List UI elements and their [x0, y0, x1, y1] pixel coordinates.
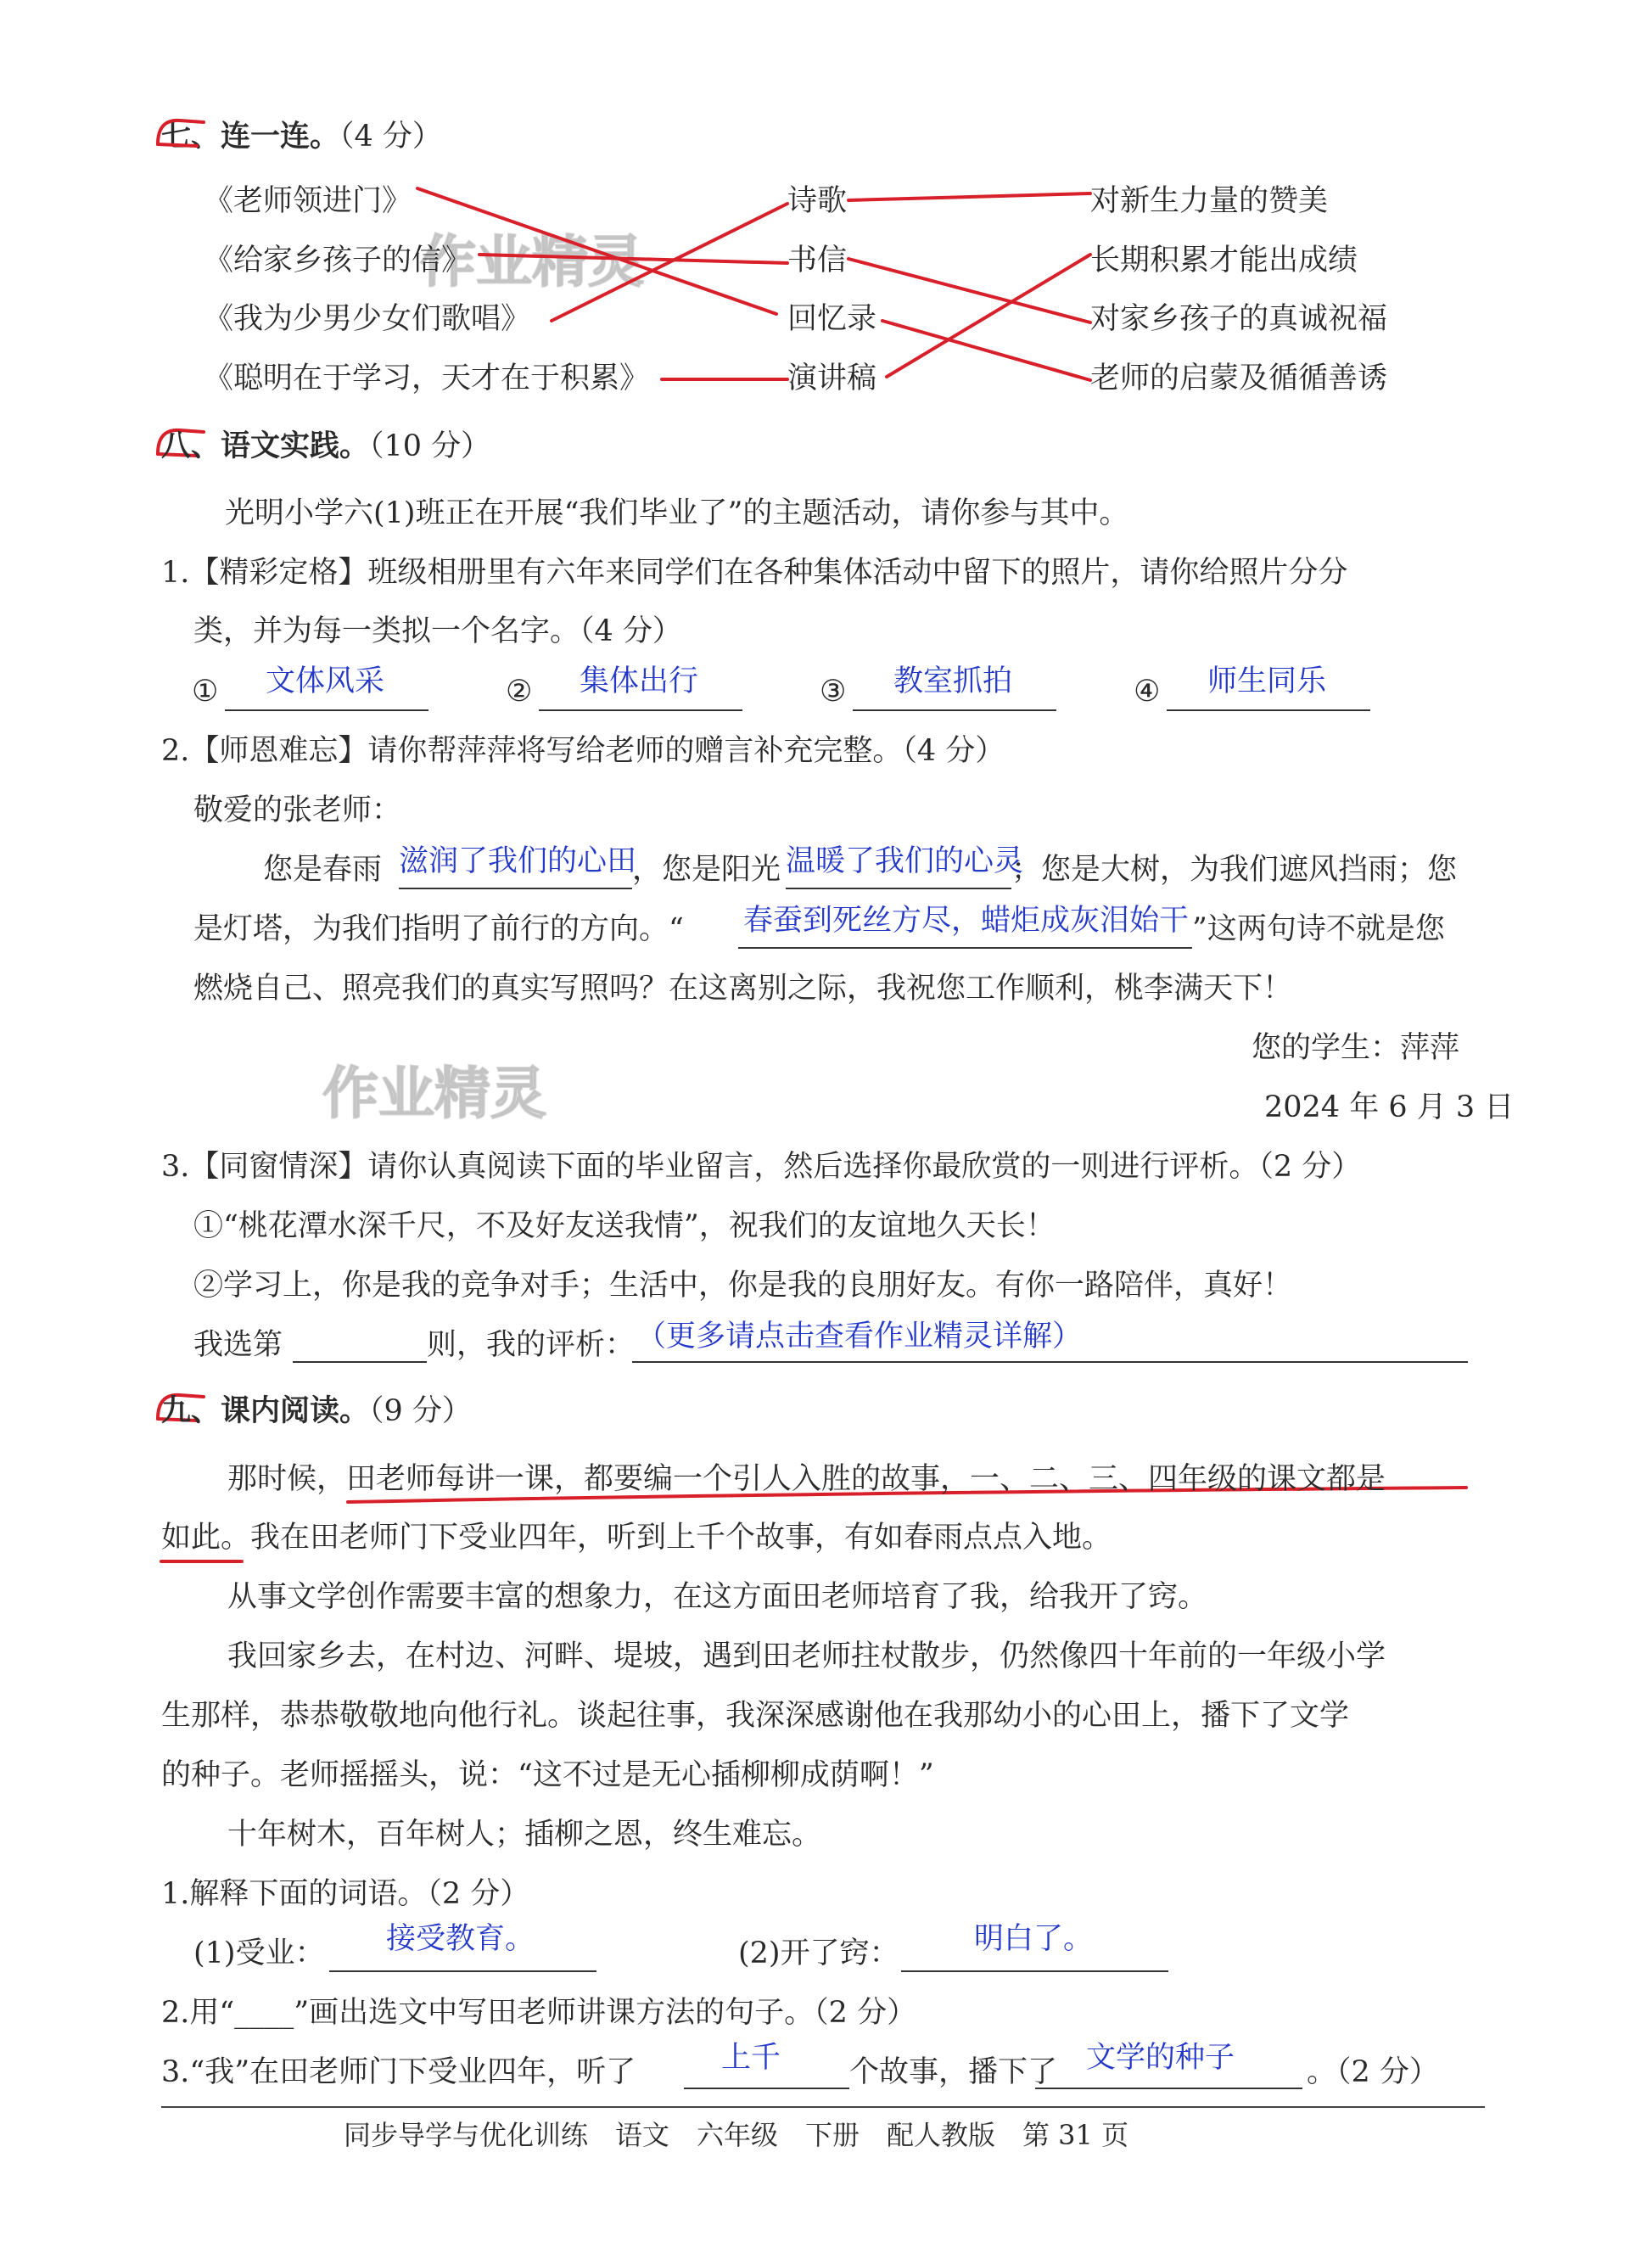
- watermark: 作业精灵: [322, 1061, 546, 1126]
- line-middle3-right4: [882, 321, 1090, 380]
- category-marker-2: ②: [506, 675, 533, 709]
- category-marker-1: ①: [192, 675, 219, 709]
- category-answer-line-2: [539, 709, 742, 711]
- section9-title: 九、课内阅读。: [161, 1394, 370, 1428]
- match-left-3: 《我为少男少女们歌唱》: [204, 302, 531, 336]
- passage-p1-line1: 那时候，田老师每讲一课，都要编一个引人入胜的故事，一、二、三、四年级的课文都是: [227, 1462, 1386, 1496]
- letter-greeting: 敬爱的张老师：: [193, 793, 402, 827]
- q3-choice-blank: [293, 1361, 427, 1363]
- letter-blank-3: [738, 947, 1192, 949]
- letter-p2a: 是灯塔，为我们指明了前行的方向。“: [193, 912, 684, 946]
- s9-q1-answer2: 明白了。: [974, 1922, 1094, 1956]
- passage-p2: 从事文学创作需要丰富的想象力，在这方面田老师培育了我，给我开了窍。: [227, 1580, 1208, 1614]
- category-answer-1: 文体风采: [266, 664, 385, 698]
- q3-comment-blank: [632, 1361, 1468, 1363]
- letter-blank-2: [786, 888, 1011, 889]
- page-footer: 同步导学与优化训练 语文 六年级 下册 配人教版 第 31 页: [344, 2119, 1129, 2151]
- q3-prompt-a: 我选第: [193, 1328, 283, 1362]
- category-answer-2: 集体出行: [580, 664, 699, 698]
- s9-q1-blank2: [901, 1970, 1168, 1972]
- match-left-1: 《老师领进门》: [204, 184, 412, 218]
- q3-answer: （更多请点击查看作业精灵详解）: [636, 1320, 1083, 1353]
- section9-heading: [161, 1394, 472, 1428]
- s9-q3-c: 。（2 分）: [1307, 2055, 1439, 2089]
- s9-q3-answer1: 上千: [721, 2041, 781, 2075]
- q3-option-2: ②学习上，你是我的竞争对手；生活中，你是我的良朋好友。有你一路陪伴，真好！: [193, 1269, 1293, 1303]
- letter-p1b: ，您是阳光: [632, 853, 781, 887]
- category-answer-line-4: [1167, 709, 1370, 711]
- category-answer-4: 师生同乐: [1207, 664, 1327, 698]
- line-middle2-right3: [848, 259, 1090, 322]
- match-middle-3: 回忆录: [787, 302, 877, 336]
- letter-signature: 您的学生：萍萍: [1252, 1031, 1460, 1065]
- section7-title: 七、连一连。: [161, 120, 340, 154]
- watermark: 作业精灵: [420, 229, 644, 294]
- section8-intro: 光明小学六(1)班正在开展“我们毕业了”的主题活动，请你参与其中。: [225, 496, 1129, 530]
- line-left1-middle3: [417, 188, 776, 314]
- section9-points: （9 分）: [369, 1394, 472, 1428]
- s9-q3-b: 个故事，播下了: [849, 2055, 1058, 2089]
- s9-q3-blank1: [684, 2088, 849, 2089]
- q3-prompt-b: 则，我的评析：: [427, 1328, 636, 1362]
- s9-q1-answer1: 接受教育。: [386, 1922, 535, 1956]
- q3-option-1: ①“桃花潭水深千尺，不及好友送我情”，祝我们的友谊地久天长！: [193, 1209, 1056, 1243]
- category-marker-3: ③: [820, 675, 847, 709]
- s9-q2-line: 2.用“____”画出选文中写田老师讲课方法的句子。（2 分）: [161, 1996, 917, 2030]
- match-middle-2: 书信: [787, 244, 848, 277]
- passage-p4: 十年树木，百年树人；插柳之恩，终生难忘。: [227, 1818, 822, 1852]
- letter-answer-1: 滋润了我们的心田: [399, 844, 637, 878]
- match-middle-1: 诗歌: [787, 184, 848, 218]
- q2-line1: 2.【师恩难忘】请你帮萍萍将写给老师的赠言补充完整。（4 分）: [161, 734, 1005, 768]
- match-middle-4: 演讲稿: [787, 361, 877, 395]
- match-right-3: 对家乡孩子的真诚祝福: [1090, 302, 1388, 336]
- footer-divider: [161, 2106, 1485, 2108]
- s9-q3-answer2: 文学的种子: [1086, 2041, 1235, 2075]
- line-middle1-right1: [848, 193, 1090, 200]
- passage-p3-line3: 的种子。老师摇摇头，说：“这不过是无心插柳柳成荫啊！”: [161, 1758, 934, 1792]
- line-left2-middle2: [479, 255, 787, 263]
- s9-q3-a: 3.“我”在田老师门下受业四年，听了: [161, 2055, 636, 2089]
- s9-q1-blank1: [329, 1970, 596, 1972]
- letter-blank-1: [399, 888, 632, 889]
- q1-line1: 1.【精彩定格】班级相册里有六年来同学们在各种集体活动中留下的照片，请你给照片分分: [161, 556, 1348, 590]
- s9-q1-item2: (2)开了窍：: [738, 1936, 899, 1970]
- letter-answer-3: 春蚕到死丝方尽，蜡炬成灰泪始干: [743, 904, 1190, 938]
- s9-q3-blank2: [1035, 2088, 1302, 2089]
- match-right-4: 老师的启蒙及循循善诱: [1090, 361, 1388, 395]
- letter-answer-2: 温暖了我们的心灵: [786, 844, 1024, 878]
- match-left-2: 《给家乡孩子的信》: [204, 244, 472, 277]
- q3-line1: 3.【同窗情深】请你认真阅读下面的毕业留言，然后选择你最欣赏的一则进行评析。（2 分）: [161, 1150, 1362, 1184]
- match-right-2: 长期积累才能出成绩: [1090, 244, 1358, 277]
- q1-line2: 类，并为每一类拟一个名字。（4 分）: [193, 614, 682, 648]
- letter-p1c: ；您是大树，为我们遮风挡雨；您: [1011, 853, 1458, 887]
- letter-date: 2024 年 6 月 3 日: [1264, 1090, 1515, 1124]
- section7-points: （4 分）: [339, 120, 442, 154]
- section8-heading: [161, 429, 491, 463]
- category-answer-3: 教室抓拍: [893, 664, 1013, 698]
- passage-p3-line1: 我回家乡去，在村边、河畔、堤坡，遇到田老师拄杖散步，仍然像四十年前的一年级小学: [227, 1639, 1386, 1673]
- s9-q1-item1: (1)受业：: [193, 1936, 325, 1970]
- letter-p2b: ”这两句诗不就是您: [1192, 912, 1445, 946]
- letter-p1a: 您是春雨: [263, 853, 383, 887]
- letter-p3: 燃烧自己、照亮我们的真实写照吗？在这离别之际，我祝您工作顺利，桃李满天下！: [193, 972, 1293, 1006]
- match-right-1: 对新生力量的赞美: [1090, 184, 1329, 218]
- category-answer-line-1: [225, 709, 428, 711]
- match-left-4: 《聪明在于学习，天才在于积累》: [204, 361, 650, 395]
- s9-q1-line: 1.解释下面的词语。（2 分）: [161, 1877, 530, 1911]
- section8-points: （10 分）: [369, 429, 491, 463]
- passage-p1-line2: 如此。我在田老师门下受业四年，听到上千个故事，有如春雨点点入地。: [161, 1521, 1112, 1555]
- category-marker-4: ④: [1134, 675, 1161, 709]
- passage-p3-line2: 生那样，恭恭敬敬地向他行礼。谈起往事，我深深感谢他在我那幼小的心田上，播下了文学: [161, 1699, 1350, 1733]
- section8-title: 八、语文实践。: [161, 429, 370, 463]
- category-answer-line-3: [853, 709, 1056, 711]
- section7-number-circle: [158, 120, 204, 144]
